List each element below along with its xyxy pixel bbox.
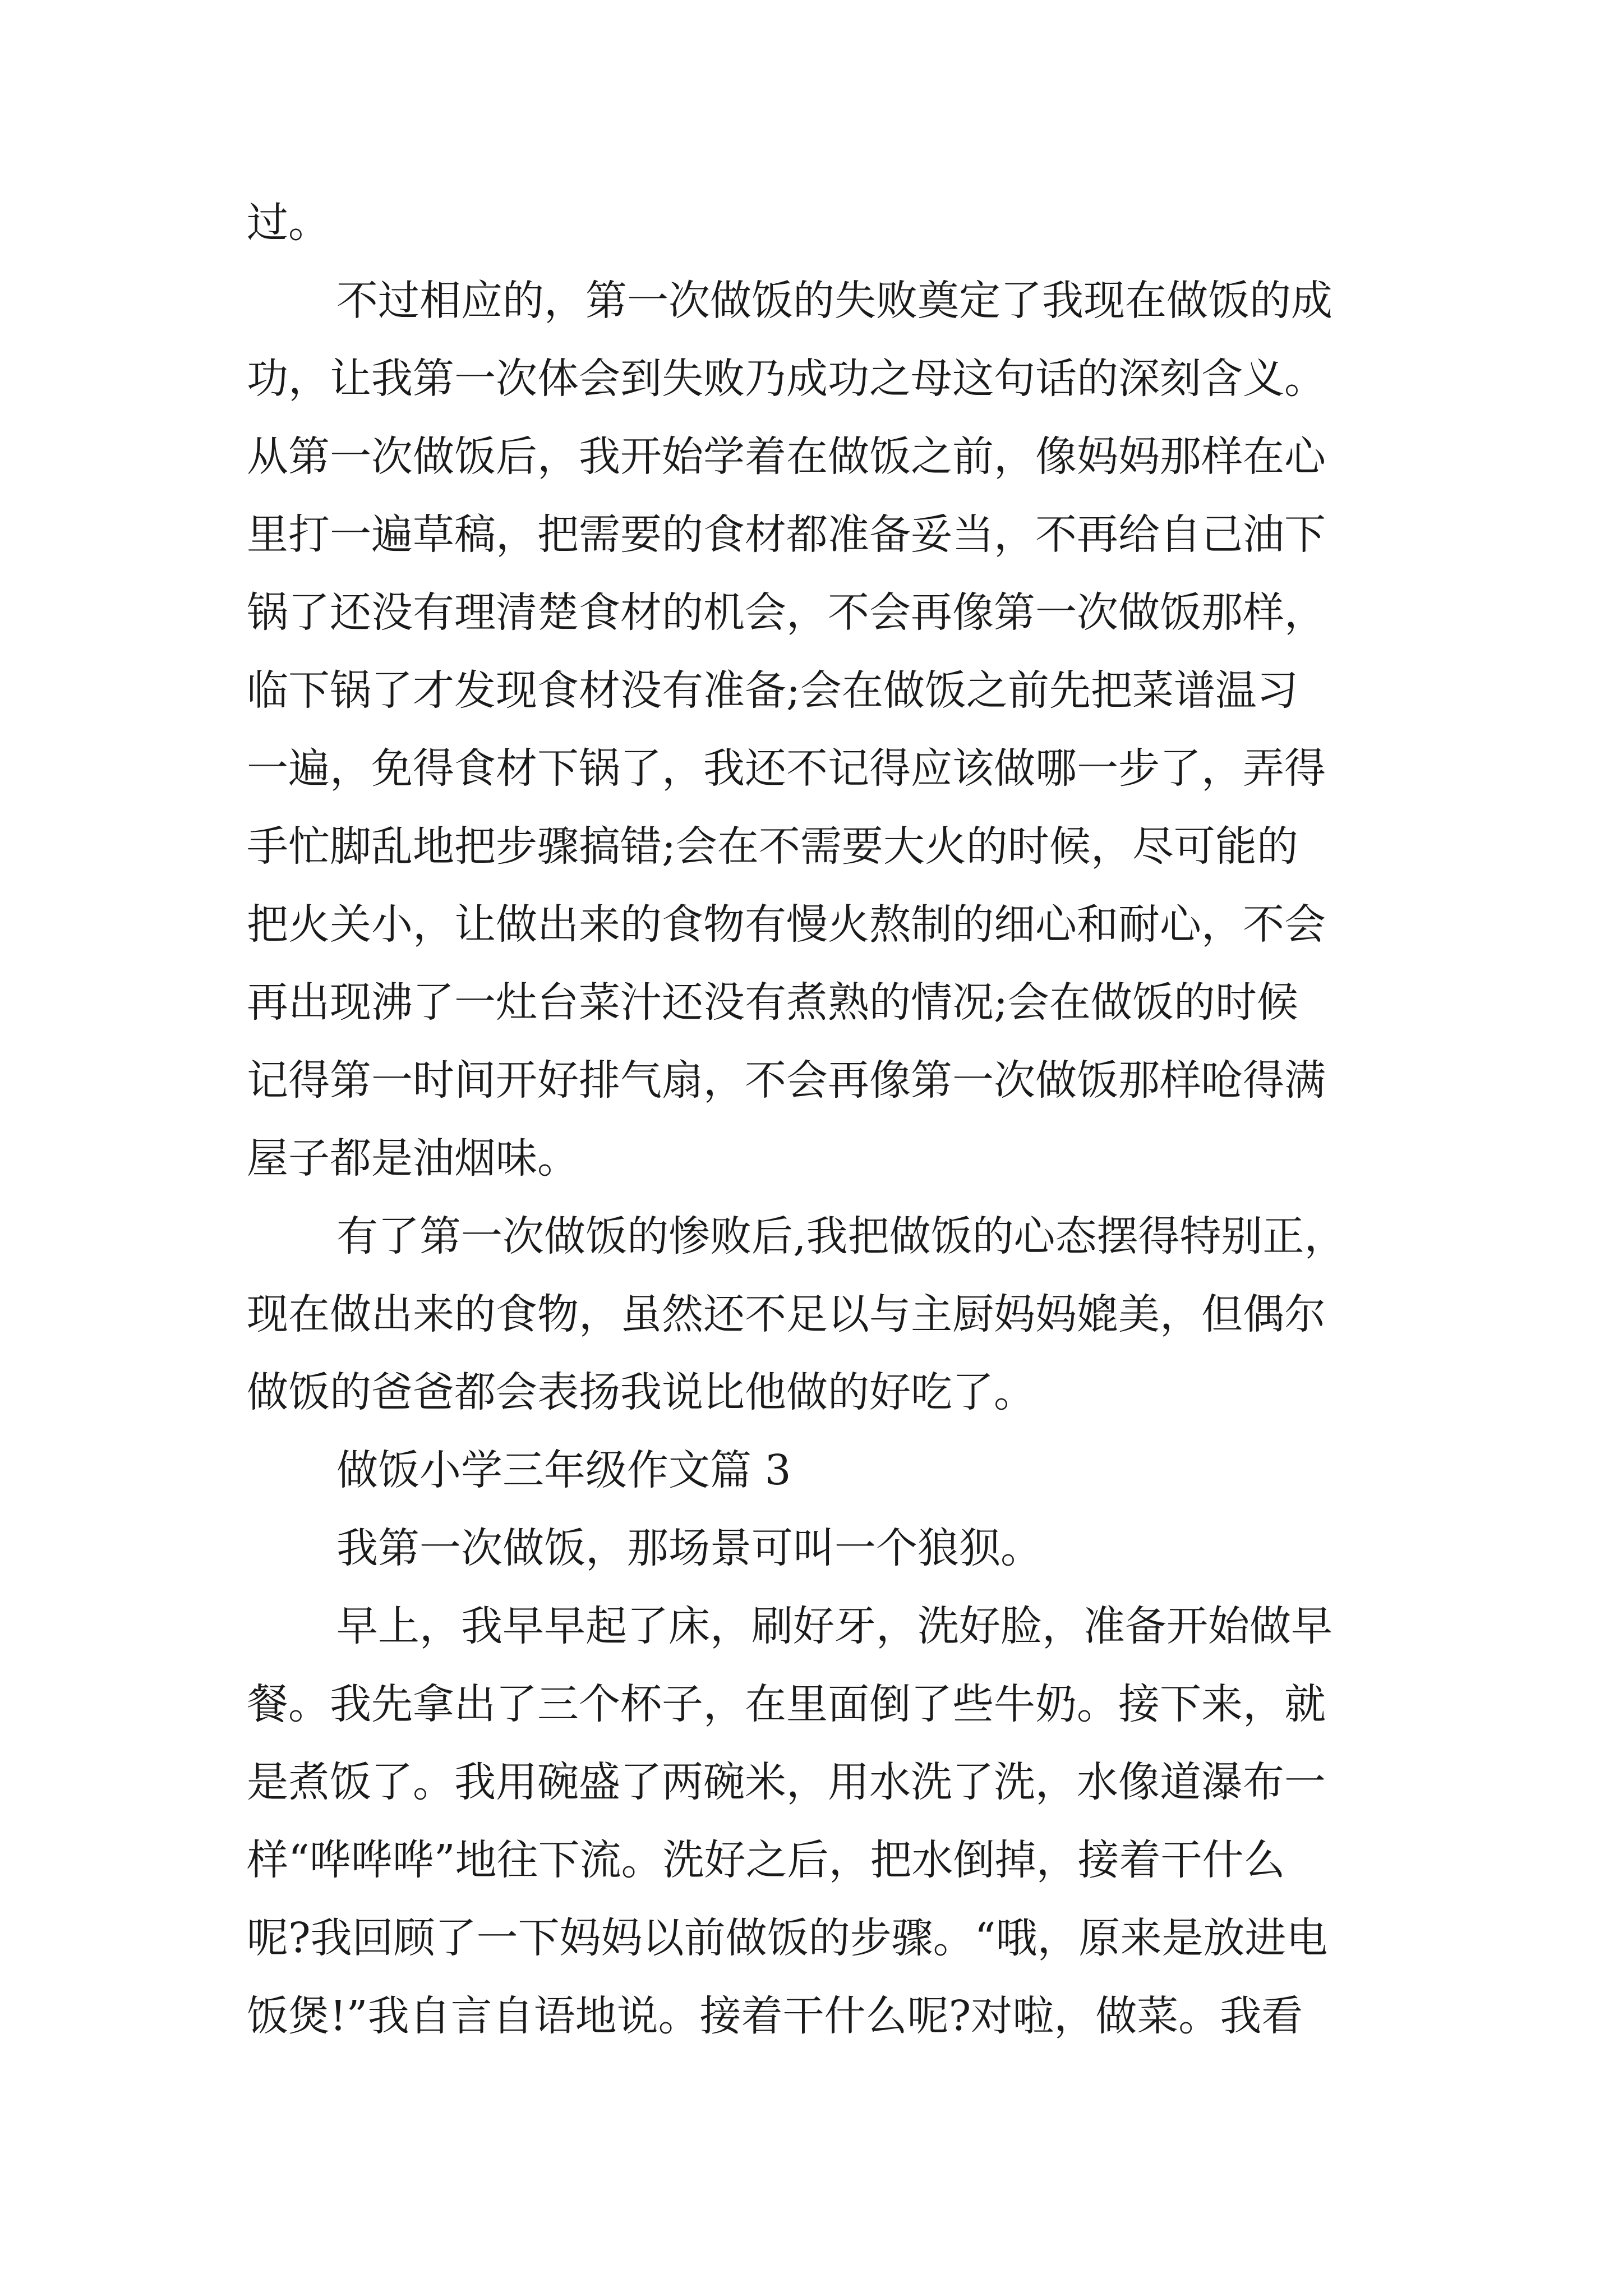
text-line: 做饭的爸爸都会表扬我说比他做的好吃了。 [247,1368,1035,1416]
text-line: 功，让我第一次体会到失败乃成功之母这句话的深刻含义。 [247,355,1326,403]
text-line: 样“哗哗哗”地往下流。洗好之后，把水倒掉，接着干什么 [247,1836,1285,1884]
section-heading: 做饭小学三年级作文篇 3 [336,1446,791,1494]
text-line: 记得第一时间开好排气扇，不会再像第一次做饭那样呛得满 [247,1056,1326,1105]
text-line: 再出现沸了一灶台菜汁还没有煮熟的情况;会在做饭的时候 [247,978,1298,1027]
text-line: 临下锅了才发现食材没有准备;会在做饭之前先把菜谱温习 [247,666,1298,715]
text-line: 把火关小，让做出来的食物有慢火熬制的细心和耐心，不会 [247,900,1326,949]
text-line: 现在做出来的食物，虽然还不足以与主厨妈妈媲美，但偶尔 [247,1290,1326,1338]
text-line: 从第一次做饭后，我开始学着在做饭之前，像妈妈那样在心 [247,432,1326,481]
text-line: 过。 [247,199,330,247]
text-line: 呢?我回顾了一下妈妈以前做饭的步骤。“哦，原来是放进电 [247,1914,1328,1962]
paragraph-line: 不过相应的，第一次做饭的失败奠定了我现在做饭的成 [336,277,1332,325]
text-line: 屋子都是油烟味。 [247,1134,579,1182]
text-line: 锅了还没有理清楚食材的机会，不会再像第一次做饭那样， [247,588,1326,637]
text-line: 是煮饭了。我用碗盛了两碗米，用水洗了洗，水像道瀑布一 [247,1758,1326,1806]
paragraph-line: 有了第一次做饭的惨败后,我把做饭的心态摆得特别正， [336,1212,1346,1260]
text-line: 一遍，免得食材下锅了，我还不记得应该做哪一步了，弄得 [247,744,1326,793]
text-line: 手忙脚乱地把步骤搞错;会在不需要大火的时候，尽可能的 [247,822,1298,871]
paragraph-line: 早上，我早早起了床，刷好牙，洗好脸，准备开始做早 [336,1602,1332,1650]
text-line: 餐。我先拿出了三个杯子，在里面倒了些牛奶。接下来，就 [247,1680,1326,1728]
text-line: 饭煲!”我自言自语地说。接着干什么呢?对啦，做菜。我看 [247,1992,1303,2040]
text-line: 里打一遍草稿，把需要的食材都准备妥当，不再给自己油下 [247,510,1326,559]
paragraph-line: 我第一次做饭，那场景可叫一个狼狈。 [336,1524,1042,1572]
